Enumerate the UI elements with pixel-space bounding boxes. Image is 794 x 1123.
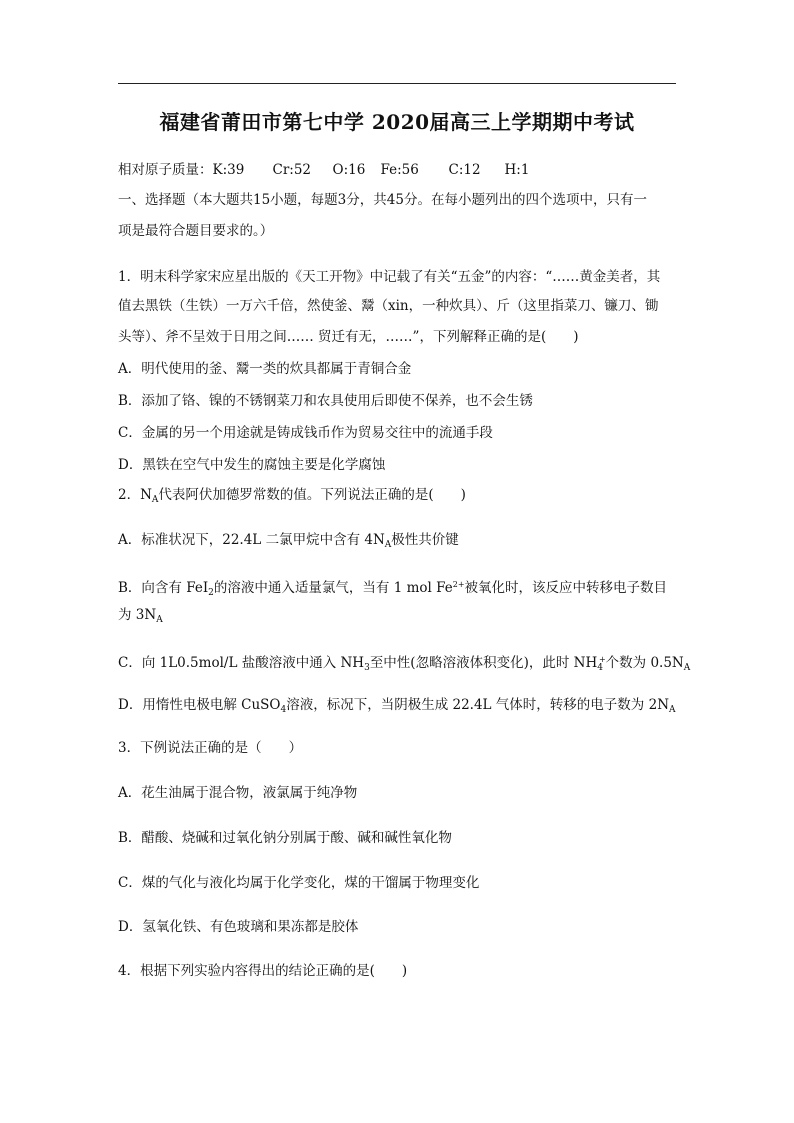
q2-b-text: B．向含有 FeI [118,580,209,596]
page-title: 福建省莆田市第七中学 2020届高三上学期期中考试 [159,110,635,134]
q2-d-text: D．用惰性电极电解 CuSO [118,697,281,713]
q3-option-a: A．花生油属于混合物，液氯属于纯净物 [118,785,358,801]
q2-b-subscript: 2 [208,588,214,598]
q2-option-b [118,576,667,602]
q2-b-line2-text: 为 3N [118,607,157,623]
q2-option-b-line2 [118,606,163,629]
q1-option-c: C．金属的另一个用途就是铸成钱币作为贸易交往中的流通手段 [118,425,493,441]
q2-c-text-mid: 至中性(忽略溶液体积变化)，此时 NH [369,655,598,671]
q3-option-c: C．煤的气化与液化均属于化学变化，煤的干馏属于物理变化 [118,875,480,891]
q4-stem: 4．根据下列实验内容得出的结论正确的是( ) [118,963,408,979]
q3-option-b: B．醋酸、烧碱和过氧化钠分别属于酸、碱和碱性氧化物 [118,830,452,846]
q2-stem [118,486,466,509]
atomic-mass-o: O:16 [332,162,366,178]
q3-stem: 3．下例说法正确的是（ ） [118,740,303,756]
q2-option-a [118,531,459,554]
atomic-masses-label: 相对原子质量： [118,162,213,178]
section-one-instructions-line2: 项是最符合题目要求的。） [118,223,274,239]
q2-c-text-mid2: 个数为 0.5N [605,655,684,671]
q2-d-subscript-2: A [669,705,676,715]
atomic-masses [118,161,529,179]
q2-c-subscript-3: A [683,663,691,673]
atomic-mass-h: H:1 [504,162,530,178]
q2-c-superscript: + [598,655,606,664]
q1-option-b: B．添加了铬、镍的不锈钢菜刀和农具使用后即使不保养，也不会生锈 [118,393,533,409]
q2-a-text-end: 极性共价键 [391,532,459,548]
q2-c-subscript-1: 3 [364,663,370,673]
q2-c-text: C．向 1L0.5mol/L 盐酸溶液中通入 NH [118,655,365,671]
q2-option-d [118,696,676,719]
q2-d-subscript-1: 4 [280,705,287,715]
q3-option-d: D．氢氧化铁、有色玻璃和果冻都是胶体 [118,919,359,935]
header-rule [118,83,676,84]
q2-number: 2．N [118,487,152,503]
atomic-mass-k: K:39 [212,162,245,178]
q1-option-d: D．黑铁在空气中发生的腐蚀主要是化学腐蚀 [118,457,386,473]
atomic-mass-cr: Cr:52 [272,162,312,178]
atomic-mass-fe: Fe:56 [380,162,419,178]
section-one-instructions-line1: 一、选择题（本大题共15小题，每题3分，共45分。在每小题列出的四个选项中，只有一 [118,192,647,208]
q1-option-a: A．明代使用的釜、鬵一类的炊具都属于青铜合金 [118,361,412,377]
q2-subscript: A [151,495,159,505]
atomic-mass-c: C:12 [448,162,481,178]
q1-stem-line2: 值去黑铁（生铁）一万六千倍，然使釜、鬵（xin，一种炊具）、斤（这里指菜刀、镰刀、锄 [118,298,659,314]
q2-b-superscript: 2+ [452,580,465,589]
q2-a-subscript: A [384,540,392,550]
q2-d-text-mid: 溶液，标况下，当阴极生成 22.4L 气体时，转移的电子数为 2N [286,697,670,713]
q2-b-line2-subscript: A [156,615,163,625]
q1-stem-line1: 1．明末科学家宋应星出版的《天工开物》中记载了有关“五金”的内容：“……黄金美者，其 [118,269,661,285]
q2-b-text-mid: 的溶液中通入适量氯气，当有 1 mol Fe [213,580,453,596]
q1-stem-line3: 头等）、斧不呈效于日用之间…… 贸迁有无，……”，下列解释正确的是( ) [118,329,579,345]
q2-c-subscript-2: 4 [597,663,603,673]
q2-stem-text: 代表阿伏加德罗常数的值。下列说法正确的是( ) [158,487,466,503]
q2-b-text-end: 被氧化时，该反应中转移电子数目 [464,580,668,596]
q2-a-text: A．标准状况下，22.4L 二氯甲烷中含有 4N [118,532,385,548]
q2-option-c [118,651,690,677]
